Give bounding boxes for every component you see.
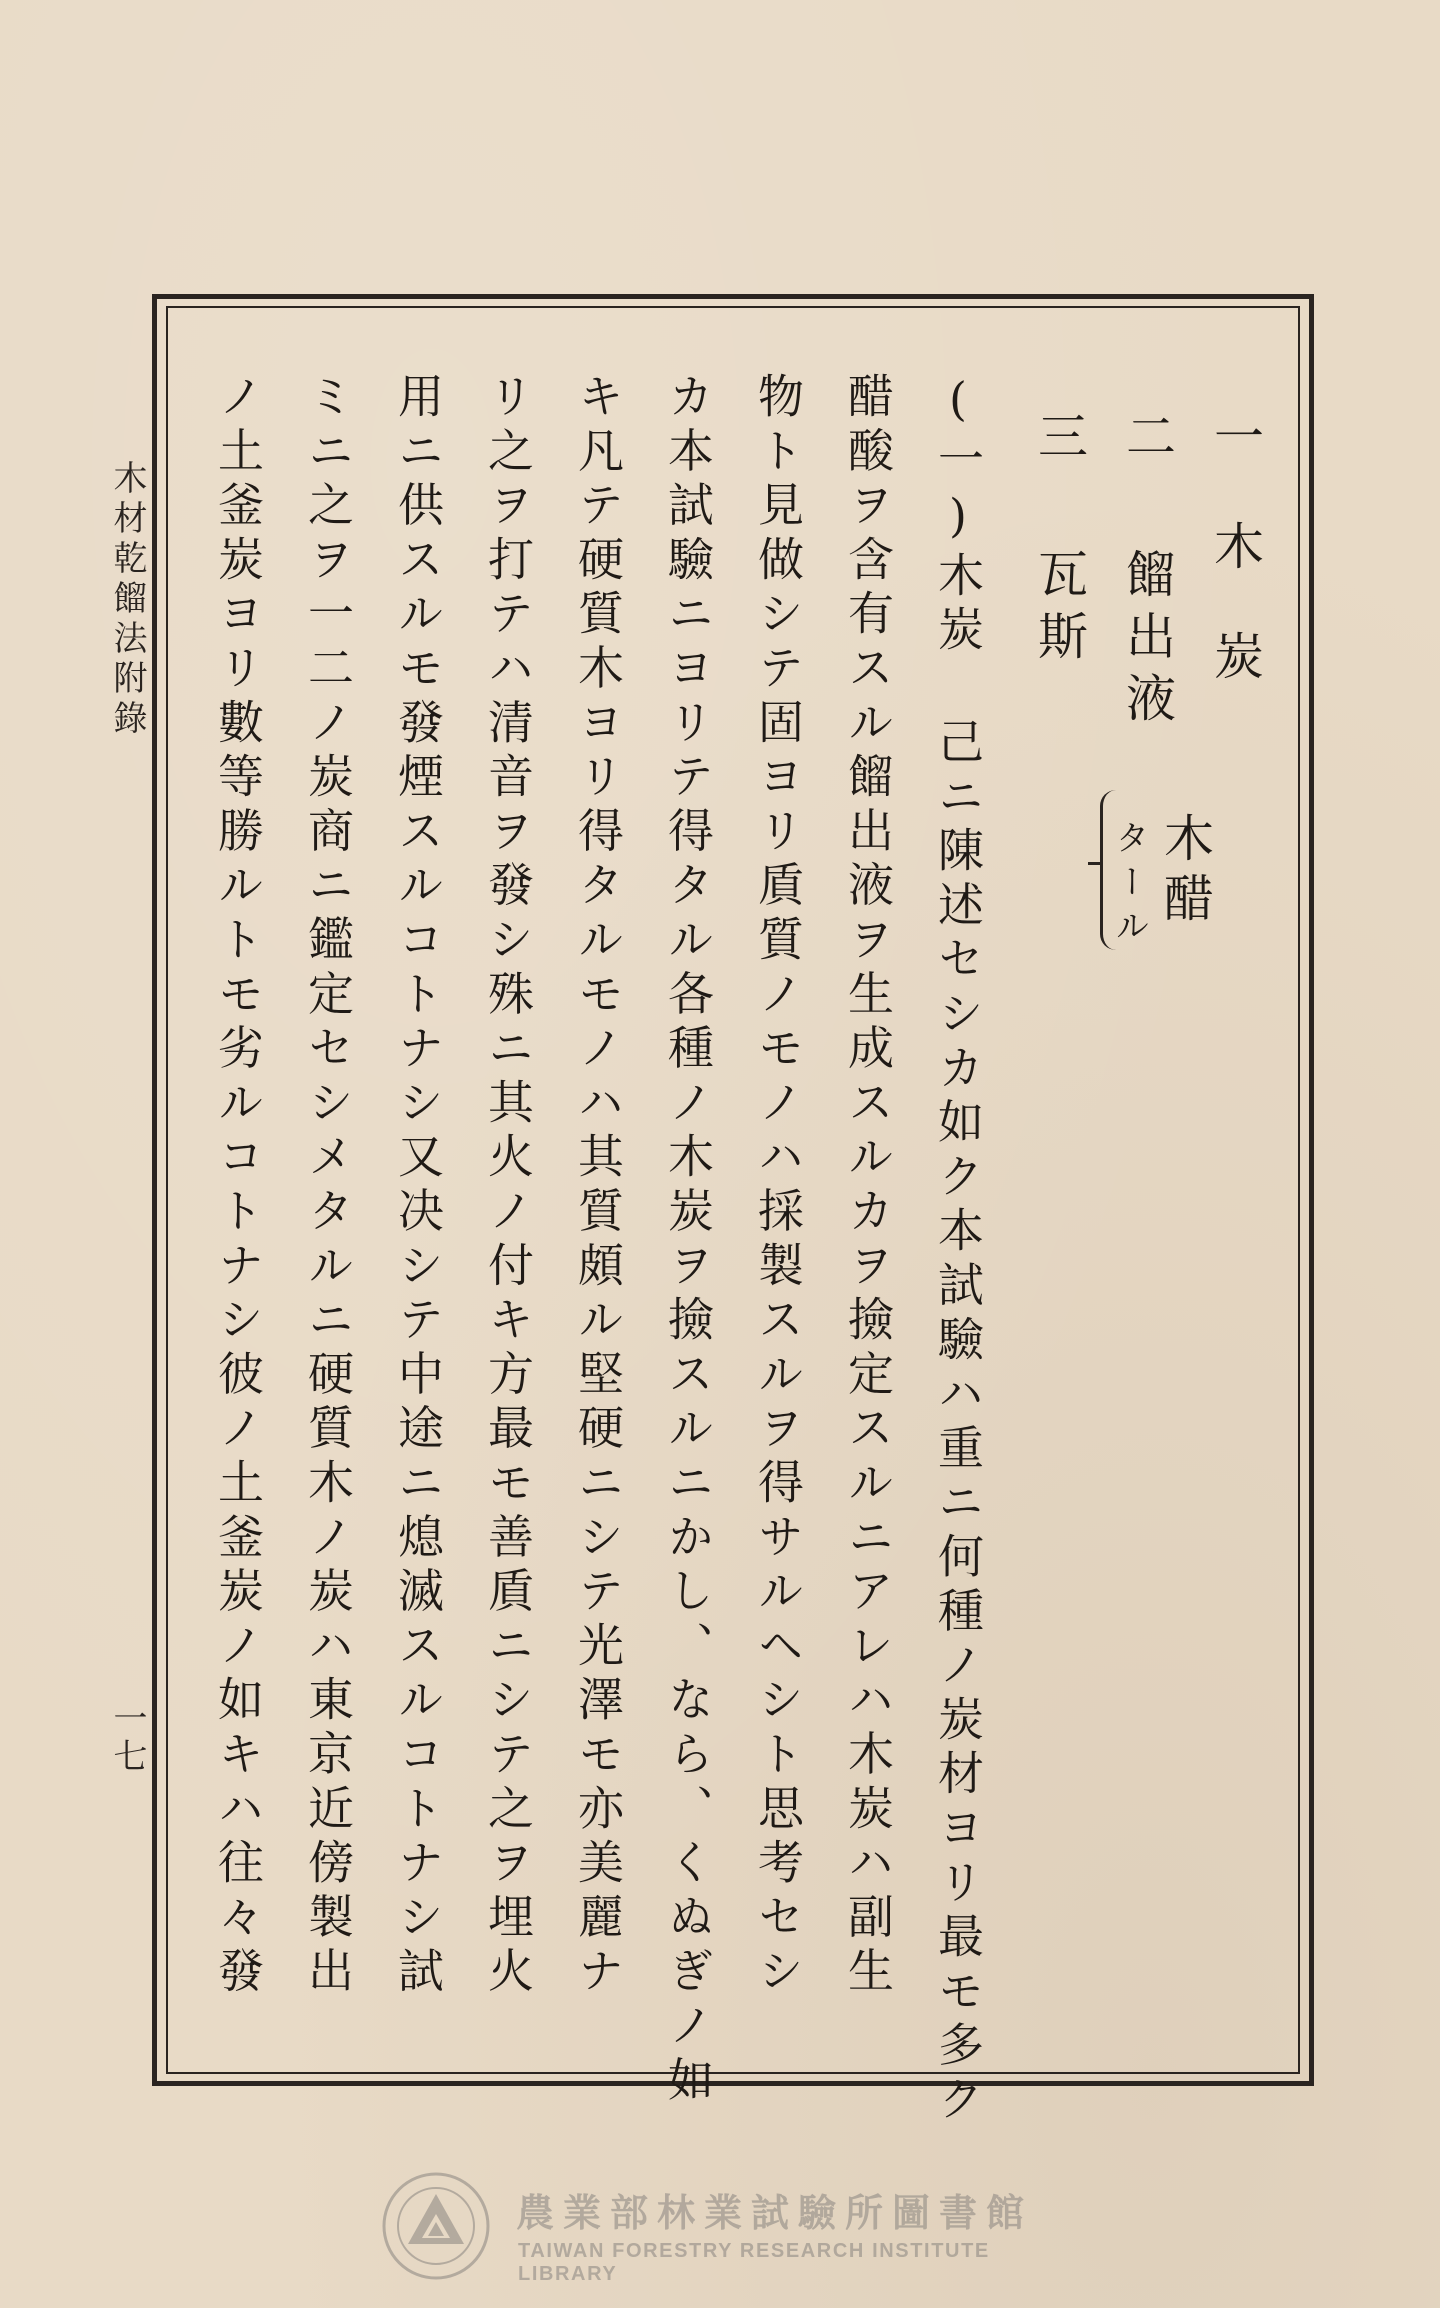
library-name-english: TAIWAN FORESTRY RESEARCH INSTITUTE LIBRARY <box>518 2240 990 2285</box>
body-line-3: 物ト見做シテ固ヨリ貭質ノモノハ採製スルヲ得サルヘシト思考セシ <box>751 372 805 2001</box>
distillate-bracket-tip <box>1088 862 1102 865</box>
heading-gas <box>1030 410 1088 672</box>
body-line-6: リ之ヲ打テハ清音ヲ發シ殊ニ其火ノ付キ方最モ善貭ニシテ之ヲ埋火 <box>481 372 535 2001</box>
body-line-5: キ凡テ硬質木ヨリ得タルモノハ其質頗ル堅硬ニシテ光澤モ亦美麗ナ <box>571 372 625 2001</box>
library-name-chinese: 農業部林業試驗所圖書館 <box>516 2191 1034 2235</box>
library-seal-icon <box>380 2170 492 2282</box>
library-watermark <box>380 2170 1080 2285</box>
distillate-item-tar: タール <box>1109 820 1149 952</box>
body-line-8: ミニ之ヲ一二ノ炭商ニ鑑定セシメタルニ硬質木ノ炭ハ東京近傍製出 <box>301 372 355 2001</box>
body-line-9: ノ土釜炭ヨリ數等勝ルトモ劣ルコトナシ彼ノ土釜炭ノ如キハ往々發 <box>211 372 265 2001</box>
running-title: 木材乾餾法附錄 <box>107 460 147 740</box>
heading-2-text: 餾出液 <box>1118 548 1176 734</box>
page-number: 一七 <box>107 1700 147 1776</box>
distillate-item-wood-vinegar: 木醋 <box>1156 812 1214 932</box>
body-line-1: 己ニ陳述セシカ如ク本試驗ハ重ニ何種ノ炭材ヨリ最モ多ク <box>931 717 985 2130</box>
section-label: (一)木炭 <box>931 372 985 660</box>
heading-3-text: 瓦斯 <box>1030 548 1088 672</box>
heading-1-number: 一 <box>1206 410 1264 520</box>
body-line-7: 用ニ供スルモ發煙スルコトナシ又决シテ中途ニ熄滅スルコトナシ試 <box>391 372 445 2001</box>
heading-charcoal <box>1206 410 1264 740</box>
heading-3-number: 三 <box>1030 410 1088 548</box>
body-line-2: 醋酸ヲ含有スル餾出液ヲ生成スルカヲ撿定スルニアレハ木炭ハ副生 <box>841 372 895 2001</box>
heading-1-text: 木炭 <box>1206 520 1264 740</box>
body-line-4: カ本試驗ニヨリテ得タル各種ノ木炭ヲ撿スルニかし、なら、くぬぎノ如 <box>661 372 715 2110</box>
section-first-line <box>931 372 985 2130</box>
heading-2-number: 二 <box>1118 410 1176 548</box>
heading-distillate <box>1118 410 1176 734</box>
